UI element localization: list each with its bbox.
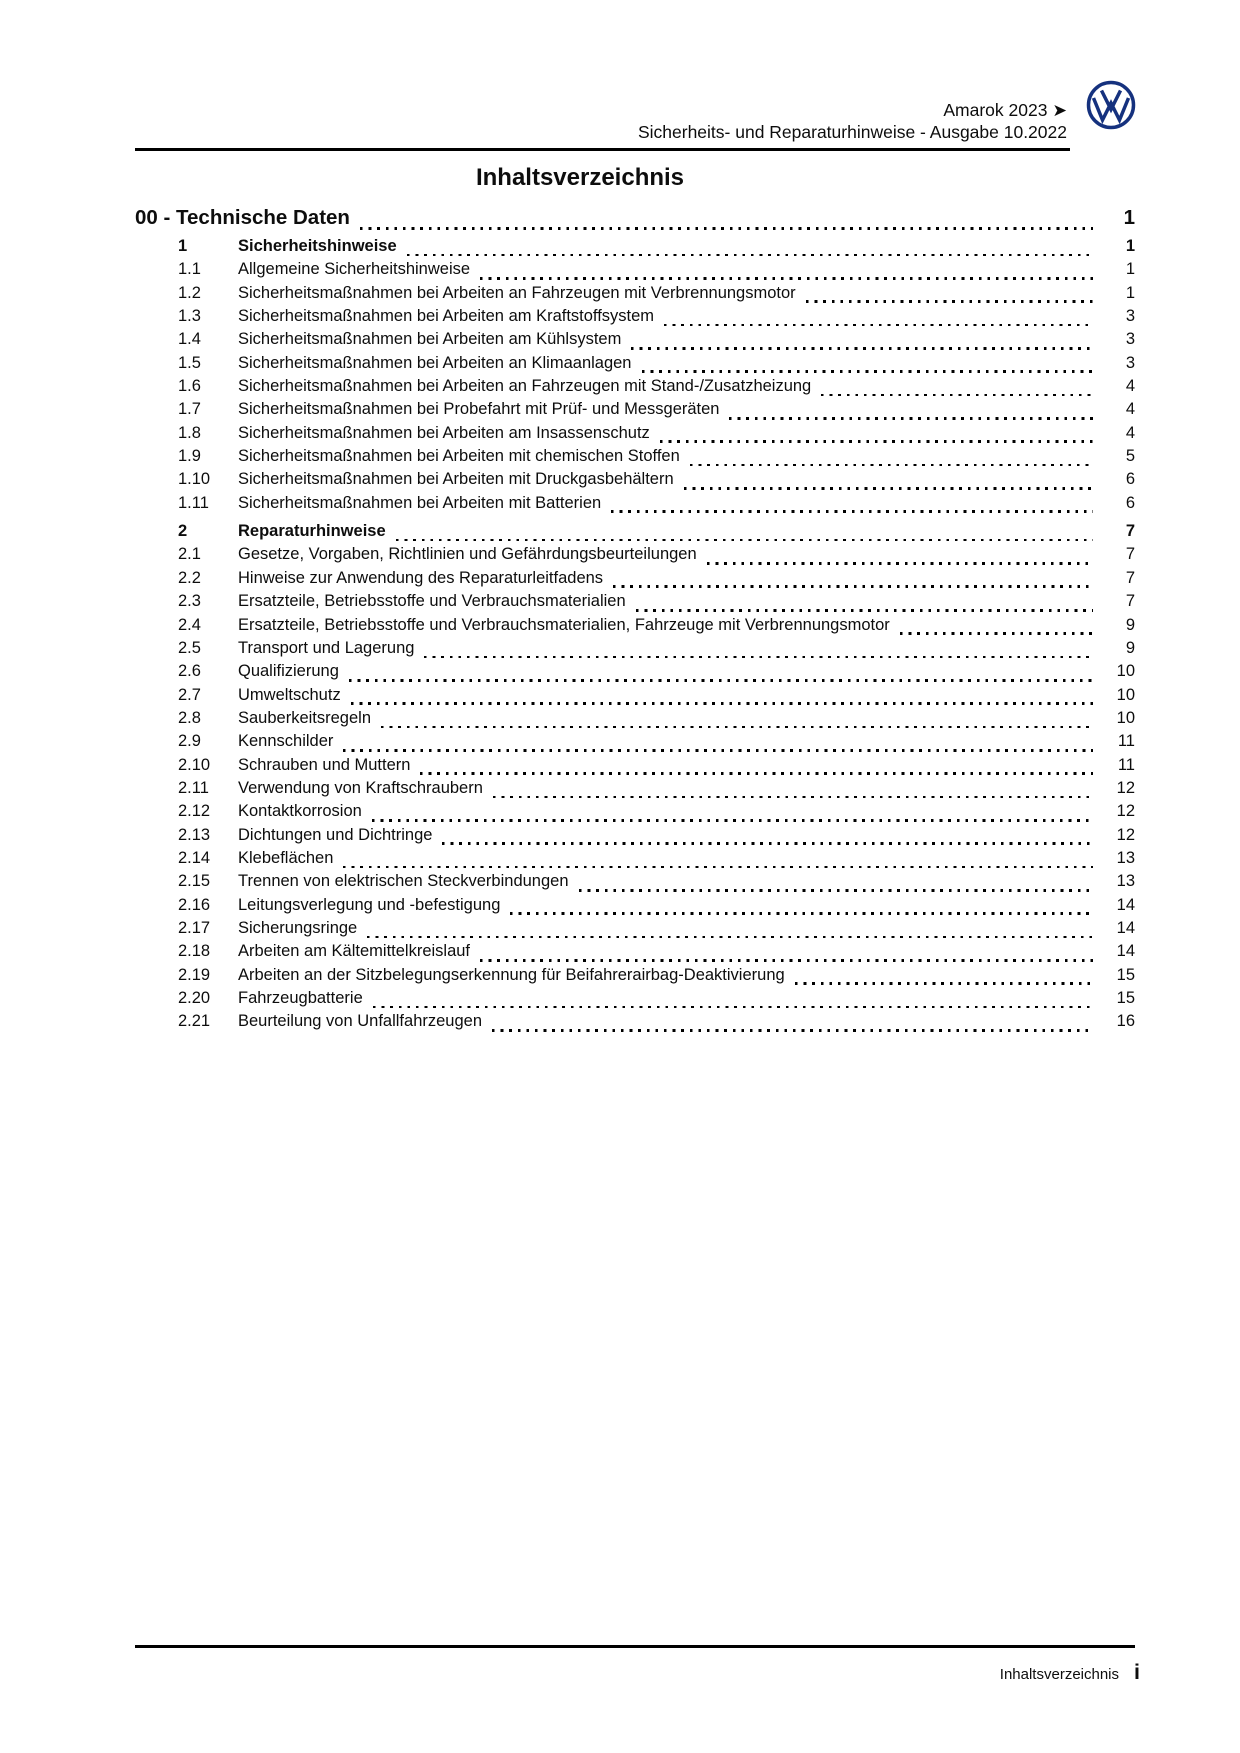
toc-entry-page: 13 xyxy=(1116,872,1135,891)
footer-page-number: i xyxy=(1134,1660,1140,1684)
toc-entry-number: 2.6 xyxy=(178,662,201,681)
header-rule xyxy=(135,148,1070,151)
toc-entry-row[interactable] xyxy=(135,686,1135,709)
toc-entry-number: 2.11 xyxy=(178,778,209,797)
toc-entry-row[interactable] xyxy=(135,545,1135,568)
toc-entry-page: 9 xyxy=(1125,638,1135,657)
dot-leader xyxy=(684,487,1093,490)
toc-entry-number: 2.20 xyxy=(178,989,211,1007)
toc-entry-title: Ersatzteile, Betriebsstoffe und Verbrauchsmaterialien, Fahrzeuge mit Verbrennungsmotor xyxy=(238,615,890,634)
dot-leader xyxy=(372,819,1093,822)
dot-leader xyxy=(367,936,1093,939)
header-text-block xyxy=(638,99,1067,143)
dot-leader xyxy=(442,842,1093,845)
toc-entry-row[interactable] xyxy=(135,1012,1135,1035)
toc-entry-page: 12 xyxy=(1116,778,1135,797)
toc-entry-row[interactable] xyxy=(135,284,1135,307)
header-doc-line: Sicherheits- und Reparaturhinweise - Ausgabe 10.2022 xyxy=(637,122,1067,142)
dot-leader xyxy=(664,324,1093,327)
toc-entry-row[interactable] xyxy=(135,400,1135,423)
toc-entry-page: 4 xyxy=(1125,400,1135,419)
toc-entry-row[interactable] xyxy=(135,494,1135,517)
toc-entry-title: Fahrzeugbatterie xyxy=(238,989,363,1007)
toc-entry-number: 1.6 xyxy=(178,377,201,396)
toc-entry-page: 12 xyxy=(1116,802,1135,821)
dot-leader xyxy=(806,300,1093,303)
footer-text-block xyxy=(135,1660,1140,1685)
toc-entry-page: 10 xyxy=(1116,685,1135,704)
toc-entry-number: 2.16 xyxy=(178,895,211,914)
dot-leader xyxy=(351,702,1093,705)
dot-leader xyxy=(360,227,1093,230)
toc-entry-page: 9 xyxy=(1125,615,1135,634)
dot-leader xyxy=(642,370,1094,373)
toc-entry-page: 11 xyxy=(1117,732,1135,751)
toc-entry-title: Kennschilder xyxy=(238,732,334,751)
toc-entry-number: 2.14 xyxy=(178,848,211,867)
dot-leader xyxy=(381,726,1093,729)
toc-entry-title: Sicherheitsmaßnahmen bei Probefahrt mit Prüf- und Messgeräten xyxy=(238,400,720,419)
toc-entry-page: 1 xyxy=(1125,237,1135,255)
toc-entry-row[interactable] xyxy=(135,260,1135,283)
toc-entry-title: Ersatzteile, Betriebsstoffe und Verbrauchsmaterialien xyxy=(238,592,626,611)
dot-leader xyxy=(343,749,1093,752)
dot-leader xyxy=(480,959,1093,962)
toc-entry-title: Sicherheitsmaßnahmen bei Arbeiten an Fahrzeugen mit Verbrennungsmotor xyxy=(238,283,796,302)
toc-entry-page: 12 xyxy=(1116,825,1135,844)
toc-entry-row[interactable] xyxy=(135,919,1135,942)
toc-entry-page: 15 xyxy=(1116,965,1135,984)
toc-entry-number: 1.11 xyxy=(178,493,209,512)
toc-entry-page: 10 xyxy=(1116,662,1135,681)
dot-leader xyxy=(821,394,1093,397)
toc-entry-title: Gesetze, Vorgaben, Richtlinien und Gefährdungsbeurteilungen xyxy=(238,545,697,564)
toc-entry-title: Sicherheitshinweise xyxy=(238,237,397,255)
toc-entry-page: 13 xyxy=(1116,848,1135,867)
dot-leader xyxy=(373,1006,1093,1009)
page-title: Inhaltsverzeichnis xyxy=(475,164,685,191)
toc-entry-title: Beurteilung von Unfallfahrzeugen xyxy=(238,1012,482,1031)
toc-entry-number: 1.10 xyxy=(178,470,211,489)
toc-entry-title: Sauberkeitsregeln xyxy=(238,708,371,727)
dot-leader xyxy=(707,562,1093,565)
toc-entry-row[interactable] xyxy=(135,470,1135,493)
toc-entry-row[interactable] xyxy=(135,896,1135,919)
toc-entry-title: Sicherheitsmaßnahmen bei Arbeiten mit chemischen Stoffen xyxy=(238,447,680,466)
footer-rule xyxy=(135,1645,1135,1648)
toc-entry-number: 2.21 xyxy=(178,1012,211,1031)
toc-entry-row[interactable] xyxy=(135,522,1135,545)
toc-entry-number: 2.10 xyxy=(178,755,211,774)
toc-entry-row[interactable] xyxy=(135,354,1135,377)
toc-entry-number: 2.15 xyxy=(178,872,211,891)
toc-entry-title: Klebeflächen xyxy=(238,848,334,867)
toc-entry-row[interactable] xyxy=(135,966,1135,989)
toc-entry-row[interactable] xyxy=(135,330,1135,353)
toc-entry-page: 7 xyxy=(1125,545,1135,564)
dot-leader xyxy=(492,1029,1093,1032)
toc-entry-title: Hinweise zur Anwendung des Reparaturleitfadens xyxy=(238,568,604,587)
toc-entry-row[interactable] xyxy=(135,237,1135,260)
toc-entry-title: Dichtungen und Dichtringe xyxy=(238,825,433,844)
toc-entry-number: 2.4 xyxy=(178,615,201,634)
toc-entry-number: 2.18 xyxy=(178,942,211,961)
dot-leader xyxy=(900,632,1093,635)
toc-entry-row[interactable] xyxy=(135,732,1135,755)
dot-leader xyxy=(631,347,1093,350)
toc-entry-page: 4 xyxy=(1125,423,1135,442)
toc-entry-page: 1 xyxy=(1125,283,1135,302)
dot-leader xyxy=(579,889,1093,892)
toc-entry-number: 2.17 xyxy=(178,918,211,937)
toc-entry-number: 2.13 xyxy=(178,825,211,844)
toc-entry-title: Sicherheitsmaßnahmen bei Arbeiten an Fahrzeugen mit Stand-/Zusatzheizung xyxy=(238,377,812,396)
vw-logo-icon xyxy=(1086,80,1136,130)
toc-entry-number: 1 xyxy=(178,237,188,255)
toc-entries xyxy=(135,237,1135,1036)
dot-leader xyxy=(690,464,1093,467)
toc-entry-number: 2.12 xyxy=(178,802,211,821)
toc-entry-title: Transport und Lagerung xyxy=(238,638,415,657)
toc-entry-number: 1.8 xyxy=(178,423,201,442)
toc-entry-row[interactable] xyxy=(135,779,1135,802)
toc-entry-title: Reparaturhinweise xyxy=(238,522,386,541)
toc-entry-row[interactable] xyxy=(135,826,1135,849)
toc-chapter-page: 1 xyxy=(1123,206,1135,229)
toc-entry-number: 2.5 xyxy=(178,638,201,657)
toc-entry-page: 7 xyxy=(1125,522,1135,541)
dot-leader xyxy=(795,982,1093,985)
toc-entry-number: 2.1 xyxy=(178,545,201,564)
dot-leader xyxy=(343,866,1093,869)
toc-entry-title: Trennen von elektrischen Steckverbindungen xyxy=(238,872,569,891)
footer-section-label: Inhaltsverzeichnis xyxy=(999,1666,1120,1683)
toc-entry-row[interactable] xyxy=(135,307,1135,330)
toc-entry-page: 3 xyxy=(1125,330,1135,349)
dot-leader xyxy=(424,656,1093,659)
toc-chapter-heading-row[interactable] xyxy=(135,206,1135,235)
toc-entry-number: 2.2 xyxy=(178,568,201,587)
toc-entry-row[interactable] xyxy=(135,447,1135,470)
toc-entry-page: 10 xyxy=(1116,708,1135,727)
toc-entry-page: 1 xyxy=(1125,260,1135,279)
toc-entry-title: Sicherungsringe xyxy=(238,918,358,937)
toc-entry-page: 7 xyxy=(1125,568,1135,587)
dot-leader xyxy=(660,440,1093,443)
toc-entry-page: 15 xyxy=(1116,989,1135,1007)
dot-leader xyxy=(493,796,1093,799)
dot-leader xyxy=(480,277,1093,280)
toc-entry-page: 16 xyxy=(1116,1012,1135,1031)
dot-leader xyxy=(613,585,1093,588)
dot-leader xyxy=(349,679,1093,682)
toc-entry-row[interactable] xyxy=(135,424,1135,447)
dot-leader xyxy=(396,539,1093,542)
toc-entry-number: 1.1 xyxy=(178,260,201,279)
toc-entry-number: 2.9 xyxy=(178,732,201,751)
toc-entry-page: 7 xyxy=(1125,592,1135,611)
toc-entry-row[interactable] xyxy=(135,849,1135,872)
toc-entry-row[interactable] xyxy=(135,709,1135,732)
toc-entry-number: 2.3 xyxy=(178,592,201,611)
toc-entry-title: Sicherheitsmaßnahmen bei Arbeiten an Klimaanlagen xyxy=(238,353,632,372)
toc-entry-number: 1.3 xyxy=(178,307,201,326)
toc-entry-row[interactable] xyxy=(135,377,1135,400)
toc-entry-title: Sicherheitsmaßnahmen bei Arbeiten mit Batterien xyxy=(238,493,602,512)
toc-entry-title: Sicherheitsmaßnahmen bei Arbeiten am Kühlsystem xyxy=(238,330,622,349)
toc-entry-title: Kontaktkorrosion xyxy=(238,802,362,821)
dot-leader xyxy=(729,417,1093,420)
toc-entry-number: 1.5 xyxy=(178,353,201,372)
dot-leader xyxy=(407,254,1093,257)
toc-entry-number: 2.8 xyxy=(178,708,201,727)
toc-entry-row[interactable] xyxy=(135,942,1135,965)
toc-entry-title: Allgemeine Sicherheitshinweise xyxy=(238,260,471,279)
toc-entry-page: 4 xyxy=(1125,377,1135,396)
toc-entry-row[interactable] xyxy=(135,592,1135,615)
table-of-contents xyxy=(135,206,1135,1036)
toc-entry-title: Qualifizierung xyxy=(238,662,339,681)
toc-entry-row[interactable] xyxy=(135,989,1135,1012)
toc-entry-page: 3 xyxy=(1125,353,1135,372)
toc-entry-page: 6 xyxy=(1125,470,1135,489)
toc-entry-row[interactable] xyxy=(135,616,1135,639)
dot-leader xyxy=(636,609,1093,612)
toc-entry-number: 1.4 xyxy=(178,330,201,349)
header-model-line: Amarok 2023 ➤ xyxy=(943,100,1067,120)
toc-entry-number: 2 xyxy=(178,522,188,541)
toc-entry-row[interactable] xyxy=(135,802,1135,825)
toc-entry-number: 2.7 xyxy=(178,685,201,704)
dot-leader xyxy=(611,510,1093,513)
toc-entry-title: Sicherheitsmaßnahmen bei Arbeiten am Kraftstoffsystem xyxy=(238,307,655,326)
toc-entry-row[interactable] xyxy=(135,662,1135,685)
toc-entry-number: 2.19 xyxy=(178,965,211,984)
toc-entry-row[interactable] xyxy=(135,639,1135,662)
toc-entry-page: 14 xyxy=(1116,918,1135,937)
toc-entry-title: Umweltschutz xyxy=(238,685,341,704)
toc-chapter-label: 00 - Technische Daten xyxy=(135,206,350,229)
toc-entry-title: Verwendung von Kraftschraubern xyxy=(238,778,483,797)
toc-entry-page: 5 xyxy=(1125,447,1135,466)
dot-leader xyxy=(510,912,1093,915)
toc-entry-title: Leitungsverlegung und -befestigung xyxy=(238,895,501,914)
toc-entry-page: 14 xyxy=(1116,942,1135,961)
toc-entry-title: Arbeiten an der Sitzbelegungserkennung für Beifahrerairbag-Deaktivierung xyxy=(238,965,785,984)
toc-entry-row[interactable] xyxy=(135,756,1135,779)
toc-entry-number: 1.7 xyxy=(178,400,201,419)
toc-entry-title: Arbeiten am Kältemittelkreislauf xyxy=(238,942,471,961)
toc-entry-page: 6 xyxy=(1125,493,1135,512)
dot-leader xyxy=(420,772,1093,775)
toc-entry-page: 11 xyxy=(1117,755,1135,774)
toc-entry-row[interactable] xyxy=(135,872,1135,895)
toc-entry-page: 14 xyxy=(1116,895,1135,914)
toc-entry-row[interactable] xyxy=(135,569,1135,592)
toc-entry-title: Sicherheitsmaßnahmen bei Arbeiten am Insassenschutz xyxy=(238,423,650,442)
toc-entry-number: 1.9 xyxy=(178,447,201,466)
toc-entry-title: Sicherheitsmaßnahmen bei Arbeiten mit Druckgasbehältern xyxy=(238,470,674,489)
toc-entry-number: 1.2 xyxy=(178,283,201,302)
toc-entry-page: 3 xyxy=(1125,307,1135,326)
toc-entry-title: Schrauben und Muttern xyxy=(238,755,411,774)
